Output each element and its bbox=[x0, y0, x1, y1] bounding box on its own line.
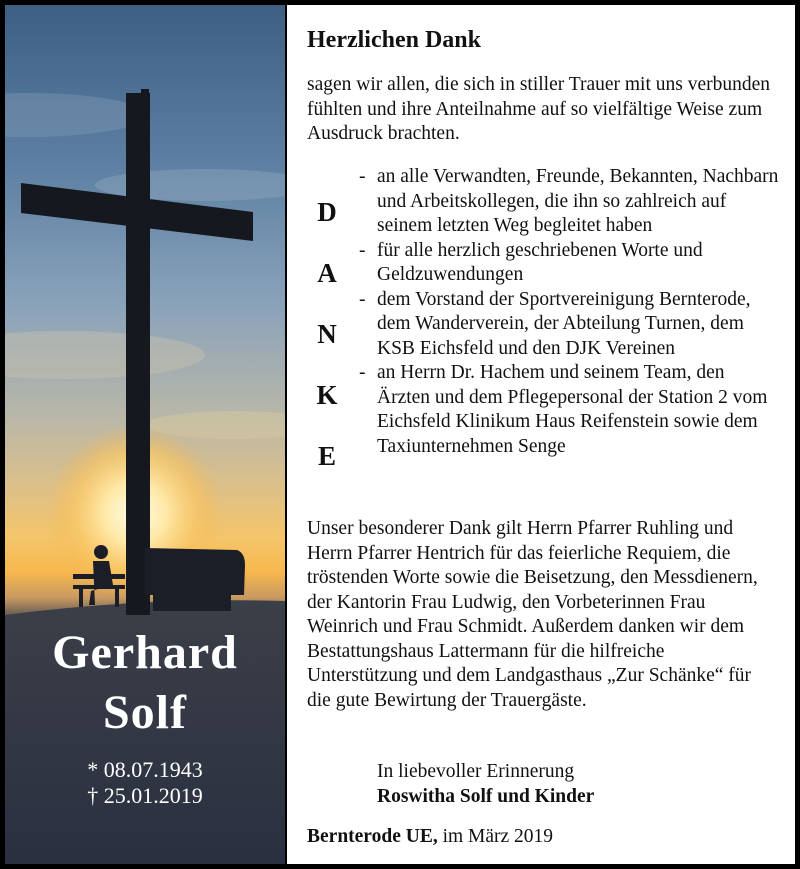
thank-you-text-panel bbox=[287, 5, 795, 864]
date: im März 2019 bbox=[442, 826, 554, 847]
list-item: - an Herrn Dr. Hachem und seinem Team, den Ärzten und dem Pflegepersonal der Station 2 vom Eichsfeld Klinikum Haus Reifenstein sowie dem Taxiunternehmen Senge bbox=[359, 361, 779, 459]
death-date: † 25.01.2019 bbox=[87, 783, 203, 808]
deceased-last-name: Solf bbox=[102, 686, 187, 739]
list-item: - dem Vorstand der Sportvereinigung Bernterode, dem Wanderverein, der Abteilung Turnen, dem KSB Eichsfeld und den DJK Vereinen bbox=[359, 288, 779, 362]
danke-letter-a: A bbox=[317, 258, 337, 288]
notice-heading: Herzlichen Dank bbox=[307, 27, 481, 53]
special-thanks-paragraph: Unser besonderer Dank gilt Herrn Pfarrer Ruhling und Herrn Pfarrer Hentrich für das feierliche Requiem, die tröstenden Worte sowie die Beisetzung, den Messdienern, der Kantorin Frau Ludwig, den Vorbeterinnen Frau Weinrich und Frau Schmidt. Außerdem danken wir dem Bestattungshaus Lattermann für die hilfreiche Unterstützung und dem Landgasthaus „Zur Schänke“ für die gute Bewirtung der Trauergäste. bbox=[307, 518, 758, 711]
danke-letter-d: D bbox=[317, 197, 337, 227]
cross-sunset-photo bbox=[5, 5, 285, 864]
obituary-notice bbox=[5, 5, 795, 864]
birth-date: * 08.07.1943 bbox=[87, 757, 203, 782]
place-date-line bbox=[307, 825, 777, 850]
closing-line: In liebevoller Erinnerung bbox=[377, 761, 575, 782]
deceased-first-name: Gerhard bbox=[52, 626, 238, 679]
danke-letter-k: K bbox=[316, 380, 338, 410]
thanks-list bbox=[359, 165, 779, 459]
signatories: Roswitha Solf und Kinder bbox=[377, 786, 595, 807]
list-item: - für alle herzlich geschriebenen Worte und Geldzuwendungen bbox=[359, 239, 779, 288]
danke-letter-e: E bbox=[317, 441, 336, 471]
list-item: - an alle Verwandten, Freunde, Bekannten, Nachbarn und Arbeitskollegen, die ihn so zahlreich auf seinem letzten Weg begleitet haben bbox=[359, 165, 779, 239]
intro-paragraph: sagen wir allen, die sich in stiller Trauer mit uns verbunden fühlten und ihre Anteilnahme auf so vielfältige Weise zum Ausdruck brachten. bbox=[307, 74, 771, 144]
place: Bernterode UE, bbox=[307, 826, 438, 847]
danke-letter-n: N bbox=[317, 319, 337, 349]
